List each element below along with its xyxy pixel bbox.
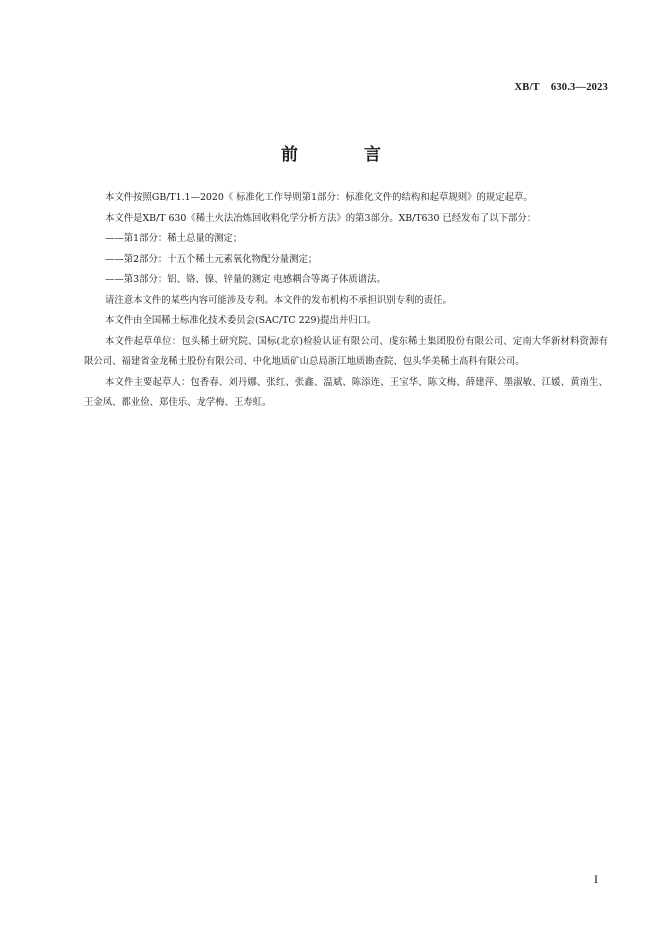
paragraph-committee: 本文件由全国稀土标准化技术委员会(SAC/TC 229)提出并归口。 bbox=[105, 315, 377, 326]
page-number: I bbox=[594, 872, 598, 886]
list-item-part-2: ——第2部分：十五个稀土元素氧化物配分量测定； bbox=[105, 253, 318, 265]
standard-code: XB/T 630.3—2023 bbox=[514, 82, 608, 93]
paragraph-drafting-units: 本文件起草单位：包头稀土研究院、国标(北京)检验认证有限公司、虔东稀土集团股份有限公司、定南大华新材料资源有限公司、福建省金龙稀土股份有限公司、中化地质矿山总局浙江地质勘查院、包头华美稀土高科有限公司。 bbox=[84, 335, 608, 367]
foreword-body bbox=[84, 188, 608, 414]
paragraph-part-statement: 本文件是XB/T 630《稀土火法冶炼回收料化学分析方法》的第3部分。XB/T630 已经发布了以下部分： bbox=[105, 212, 537, 224]
paragraph-drafting-rules: 本文件按照GB/T1.1—2020《 标准化工作导则第1部分：标准化文件的结构和起草规则》的规定起草。 bbox=[105, 192, 533, 203]
paragraph-drafters: 本文件主要起草人：包香春、刘丹娜、张红、张鑫、温斌、陈添连、王宝华、陈文梅、薛建萍、墨淑敏、江媛、黄南生、王金凤、都业俭、郑佳乐、龙学梅、王寿虹。 bbox=[84, 376, 608, 408]
paragraph-patent-notice: 请注意本文件的某些内容可能涉及专利。本文件的发布机构不承担识别专利的责任。 bbox=[105, 294, 452, 306]
page-title: 前 言 bbox=[281, 145, 411, 165]
list-item-part-3: ——第3部分：铝、铬、镍、锌量的测定 电感耦合等离子体质谱法。 bbox=[105, 274, 386, 285]
list-item-part-1: ——第1部分：稀土总量的测定； bbox=[105, 233, 243, 244]
